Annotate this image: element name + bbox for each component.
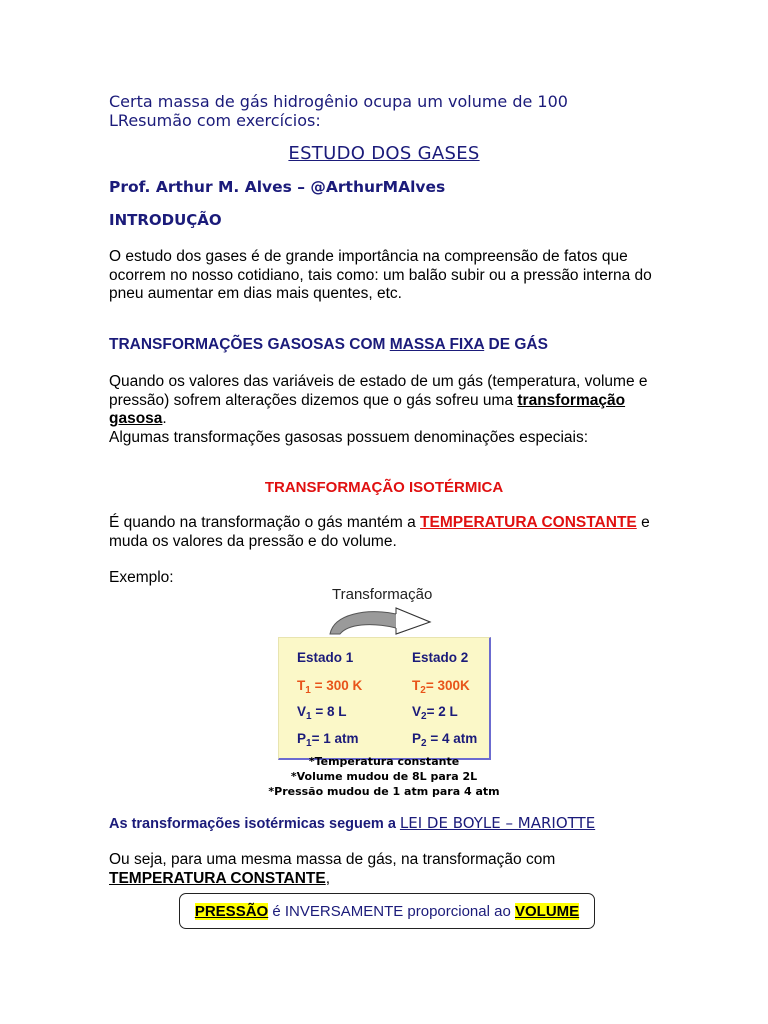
boyle-mariotte-law: LEI DE BOYLE – MARIOTTE [399, 814, 596, 832]
subscript: 1 [306, 711, 312, 722]
symbol: V [297, 704, 307, 719]
emphasis-term: transformação [517, 391, 626, 409]
heading-underlined-part: MASSA FIXA [389, 336, 485, 353]
para-line [109, 870, 669, 889]
subscript: 2 [421, 738, 427, 749]
subscript: 1 [306, 738, 312, 749]
intro-line: pneu aumentar em dias mais quentes, etc. [109, 285, 402, 302]
para-line: muda os valores da pressão e do volume. [109, 532, 397, 550]
text-span: e [636, 514, 650, 531]
para-line: Algumas transformações gasosas possuem denominações especiais: [109, 428, 589, 446]
isothermal-paragraph [109, 514, 669, 551]
intro-heading: INTRODUÇÃO [109, 211, 222, 229]
section1-paragraph [109, 373, 669, 447]
p1-value [297, 731, 358, 749]
subscript: 2 [421, 711, 427, 722]
subscript: 2 [420, 685, 426, 696]
law-middle-text: é INVERSAMENTE proporcional ao [268, 902, 515, 920]
pressure-highlight: PRESSÃO [194, 902, 269, 920]
symbol: T [412, 678, 421, 693]
para-line [109, 392, 669, 411]
symbol: P [412, 731, 422, 746]
symbol: T [297, 678, 306, 693]
subscript: 1 [305, 685, 311, 696]
volume-highlight: VOLUME [514, 902, 580, 920]
emphasis-term: TEMPERATURA CONSTANTE [109, 869, 326, 887]
value: = 4 atm [426, 731, 478, 746]
note-volume: *Volume mudou de 8L para 2L [290, 770, 478, 783]
p2-value [412, 731, 477, 749]
intro-line: ocorrem no nosso cotidiano, tais como: um balão subir ou a pressão interna do [109, 266, 652, 284]
isothermal-heading: TRANSFORMAÇÃO ISOTÉRMICA [264, 479, 504, 496]
document-subtitle [109, 92, 568, 130]
text-span: , [325, 869, 331, 887]
intro-paragraph [109, 248, 669, 304]
v1-value [297, 704, 346, 722]
symbol: P [297, 731, 307, 746]
transformation-label: Transformação [332, 586, 433, 603]
law-statement [195, 903, 579, 920]
symbol: V [412, 704, 422, 719]
heading-part: TRANSFORMAÇÕES GASOSAS COM [109, 336, 390, 353]
boyle-heading-text: As transformações isotérmicas seguem a [109, 816, 396, 832]
subtitle-line-1: Certa massa de gás hidrogênio ocupa um volume de 100 [109, 92, 568, 111]
constant-temperature-emphasis: TEMPERATURA CONSTANTE [420, 514, 637, 531]
para-line [109, 851, 669, 870]
para-line: Quando os valores das variáveis de estado de um gás (temperatura, volume e [109, 373, 648, 390]
heading-part: DE GÁS [484, 336, 548, 353]
boyle-paragraph [109, 851, 669, 888]
law-statement-box [179, 893, 595, 929]
value: = 1 atm [311, 731, 359, 746]
section-heading-fixed-mass [109, 336, 548, 354]
state-table [278, 637, 491, 760]
page-title [0, 143, 768, 164]
page-title-text: ESTUDO DOS GASES [288, 143, 480, 164]
value: = 300 K [310, 678, 363, 693]
para-line [109, 410, 669, 429]
state1-header: Estado 1 [297, 650, 354, 665]
boyle-heading [109, 813, 595, 832]
value: = 2 L [426, 704, 458, 719]
example-label: Exemplo: [109, 569, 174, 586]
t1-value [297, 678, 362, 696]
text-span: pressão) sofrem alterações dizemos que o gás sofreu uma [109, 391, 518, 409]
value: = 8 L [311, 704, 347, 719]
note-temperature: *Temperatura constante [308, 755, 460, 768]
text-span: É quando na transformação o gás mantém a [109, 514, 421, 531]
author-line: Prof. Arthur M. Alves – @ArthurMAlves [109, 178, 446, 196]
note-pressure: *Pressão mudou de 1 atm para 4 atm [268, 785, 500, 798]
text-span: . [162, 410, 167, 427]
text-span: Ou seja, para uma mesma massa de gás, na transformação com [109, 851, 556, 868]
value: = 300K [425, 678, 470, 693]
para-line [109, 514, 669, 533]
t2-value [412, 678, 470, 696]
v2-value [412, 704, 458, 722]
curved-arrow-icon [326, 606, 436, 640]
subtitle-line-2: LResumão com exercícios: [109, 111, 321, 130]
intro-line: O estudo dos gases é de grande importância na compreensão de fatos que [109, 248, 628, 265]
state2-header: Estado 2 [412, 650, 469, 665]
emphasis-term: gasosa [109, 410, 163, 427]
